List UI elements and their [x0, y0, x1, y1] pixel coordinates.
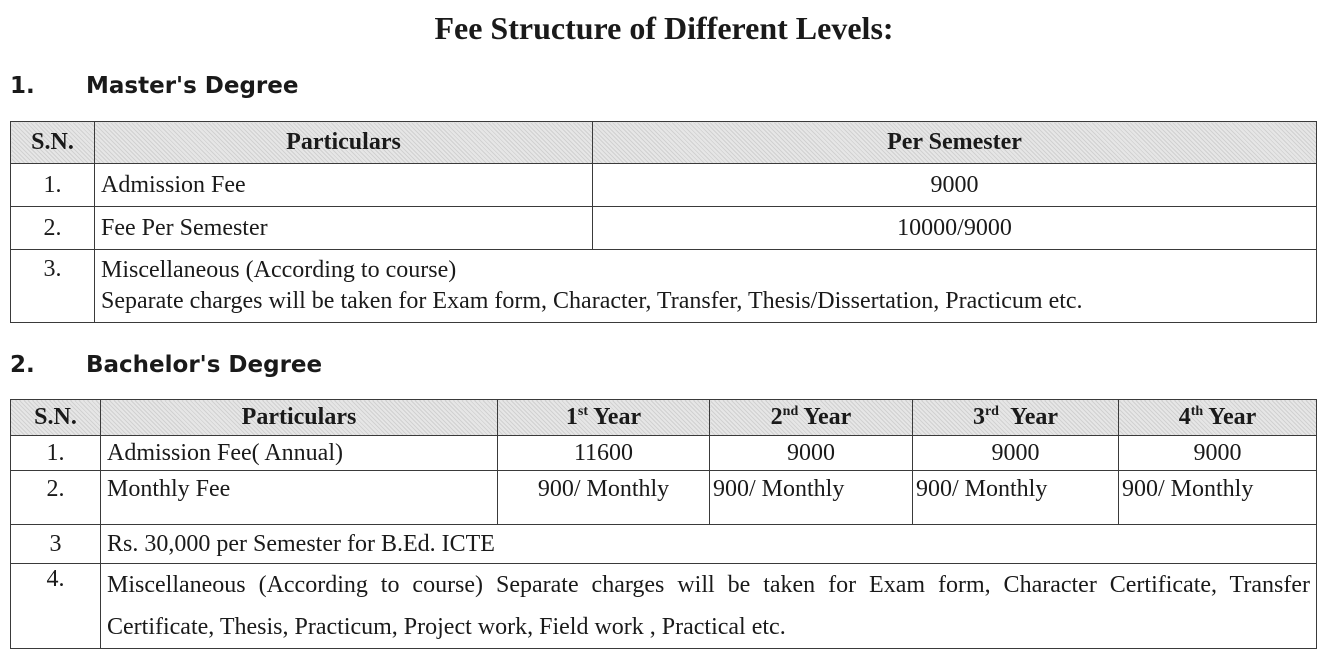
- masters-header-row: [11, 122, 1317, 164]
- bachelors-misc-sn: 4.: [11, 564, 101, 649]
- masters-row2-sn: 2.: [11, 207, 95, 250]
- masters-row2-particular: Fee Per Semester: [95, 207, 593, 250]
- bachelors-header-particulars: Particulars: [101, 400, 498, 436]
- bachelors-row1-year3: 9000: [913, 436, 1119, 471]
- bachelors-icte-sn: 3: [11, 525, 101, 564]
- table-row: [11, 207, 1317, 250]
- bachelors-misc-text: Miscellaneous (According to course) Separate charges will be taken for Exam form, Character Certificate, Transfer Certificate, Thesis, Practicum, Project work, Field work , Practical etc.: [101, 564, 1317, 649]
- bachelors-header-year3: 3rd Year: [913, 400, 1119, 436]
- bachelors-row2-year1: 900/ Monthly: [498, 471, 710, 525]
- bachelors-row2-sn: 2.: [11, 471, 101, 525]
- table-row: [11, 250, 1317, 323]
- bachelors-row2-year2: 900/ Monthly: [710, 471, 913, 525]
- bachelors-header-year1: 1st Year: [498, 400, 710, 436]
- masters-misc-sn: 3.: [11, 250, 95, 323]
- bachelors-header-year2: 2nd Year: [710, 400, 913, 436]
- bachelors-row1-year4: 9000: [1119, 436, 1317, 471]
- masters-row1-sn: 1.: [11, 164, 95, 207]
- table-row: [11, 471, 1317, 525]
- bachelors-row2-year4: 900/ Monthly: [1119, 471, 1317, 525]
- masters-row1-value: 9000: [593, 164, 1317, 207]
- table-row: [11, 436, 1317, 471]
- bachelors-icte-text: Rs. 30,000 per Semester for B.Ed. ICTE: [101, 525, 1317, 564]
- masters-header-per-semester: Per Semester: [593, 122, 1317, 164]
- bachelors-row2-particular: Monthly Fee: [101, 471, 498, 525]
- masters-section-number: 1.: [10, 73, 35, 99]
- table-row: [11, 525, 1317, 564]
- bachelors-section-number: 2.: [10, 352, 35, 378]
- masters-section-heading: [10, 73, 298, 99]
- bachelors-header-row: [11, 400, 1317, 436]
- bachelors-row1-year2: 9000: [710, 436, 913, 471]
- masters-row2-value: 10000/9000: [593, 207, 1317, 250]
- masters-misc-line1: Miscellaneous (According to course): [101, 257, 457, 283]
- bachelors-row2-year3: 900/ Monthly: [913, 471, 1119, 525]
- masters-fee-table: [10, 121, 1317, 323]
- page-title: Fee Structure of Different Levels:: [434, 10, 894, 46]
- masters-row1-particular: Admission Fee: [95, 164, 593, 207]
- bachelors-section-title: Bachelor's Degree: [86, 352, 323, 378]
- bachelors-row1-sn: 1.: [11, 436, 101, 471]
- bachelors-section-heading: [10, 352, 322, 378]
- bachelors-header-year4: 4th Year: [1119, 400, 1317, 436]
- masters-misc-cell: [95, 250, 1317, 323]
- masters-header-sn: S.N.: [11, 122, 95, 164]
- bachelors-row1-particular: Admission Fee( Annual): [101, 436, 498, 471]
- bachelors-row1-year1: 11600: [498, 436, 710, 471]
- bachelors-header-sn: S.N.: [11, 400, 101, 436]
- table-row: [11, 164, 1317, 207]
- masters-section-title: Master's Degree: [86, 73, 299, 99]
- bachelors-fee-table: [10, 399, 1317, 649]
- masters-misc-line2: Separate charges will be taken for Exam form, Character, Transfer, Thesis/Dissertation, Practicum etc.: [101, 288, 1083, 314]
- masters-header-particulars: Particulars: [95, 122, 593, 164]
- table-row: [11, 564, 1317, 649]
